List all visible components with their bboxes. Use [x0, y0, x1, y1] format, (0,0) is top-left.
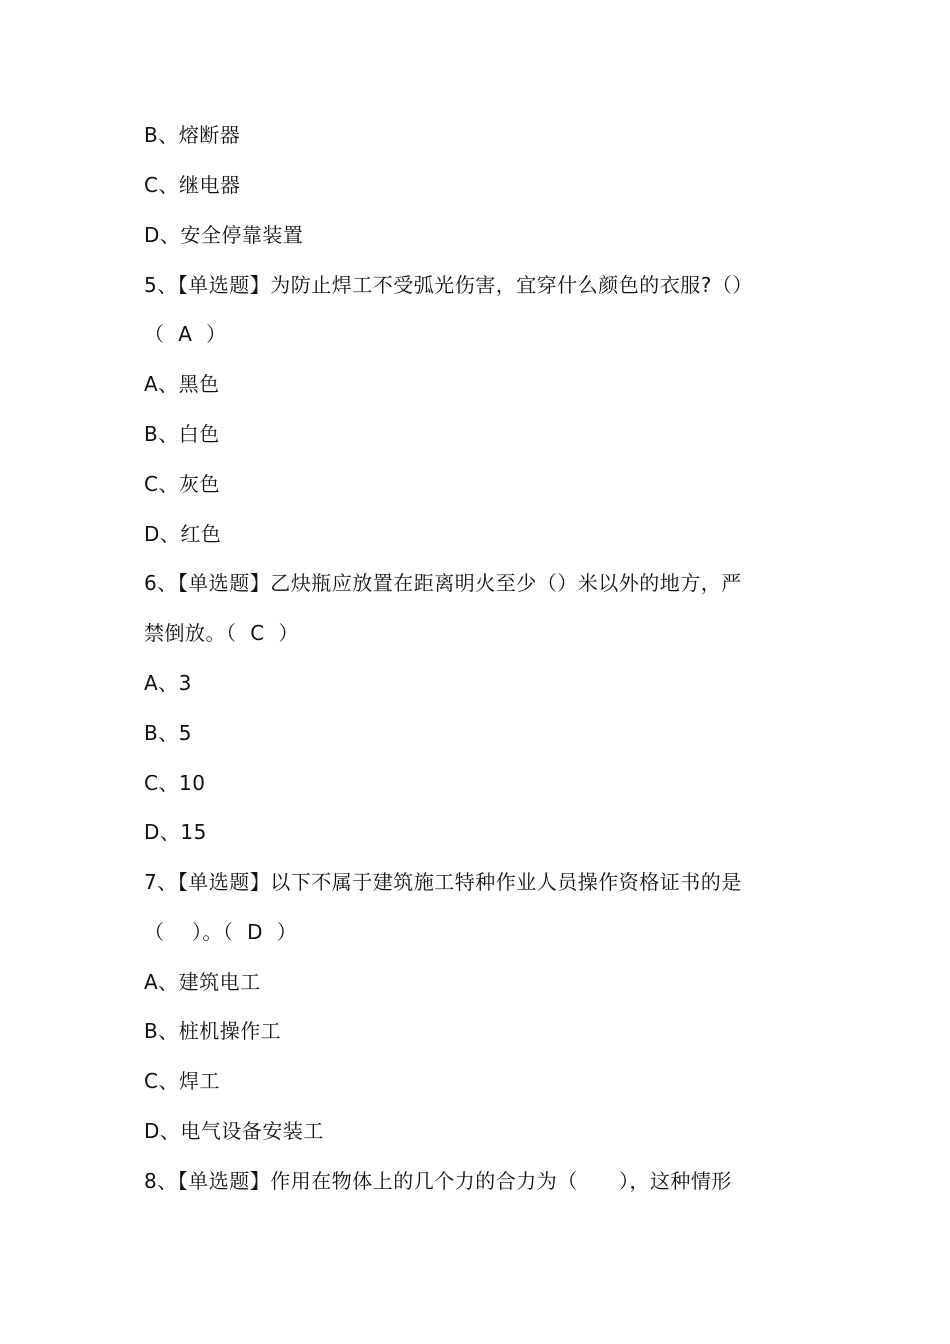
option-line: B、白色 [144, 422, 220, 446]
option-line: D、15 [144, 820, 207, 844]
question-7-text: 7、【单选题】以下不属于建筑施工特种作业人员操作资格证书的是 [144, 870, 742, 894]
option-line: B、5 [144, 721, 192, 745]
option-line: A、3 [144, 671, 192, 695]
option-line: C、焊工 [144, 1069, 220, 1093]
option-line: C、10 [144, 771, 206, 795]
question-6-text: 6、【单选题】乙炔瓶应放置在距离明火至少（）米以外的地方，严 [144, 571, 742, 595]
option-line: A、黑色 [144, 372, 220, 396]
option-line: C、灰色 [144, 472, 220, 496]
option-line: A、建筑电工 [144, 970, 261, 994]
option-line: D、安全停靠装置 [144, 223, 304, 247]
option-line: B、桩机操作工 [144, 1019, 282, 1043]
option-line: D、电气设备安装工 [144, 1119, 324, 1143]
question-5-answer: （ A ） [144, 322, 227, 346]
option-line: C、继电器 [144, 173, 241, 197]
question-7-answer: （ ）。（ D ） [144, 920, 298, 944]
option-line: B、熔断器 [144, 123, 241, 147]
question-6-answer: 禁倒放。（ C ） [144, 621, 299, 645]
question-5-text: 5、【单选题】为防止焊工不受弧光伤害，宜穿什么颜色的衣服?（） [144, 273, 753, 297]
question-8-text: 8、【单选题】作用在物体上的几个力的合力为（ ），这种情形 [144, 1169, 732, 1193]
option-line: D、红色 [144, 522, 222, 546]
